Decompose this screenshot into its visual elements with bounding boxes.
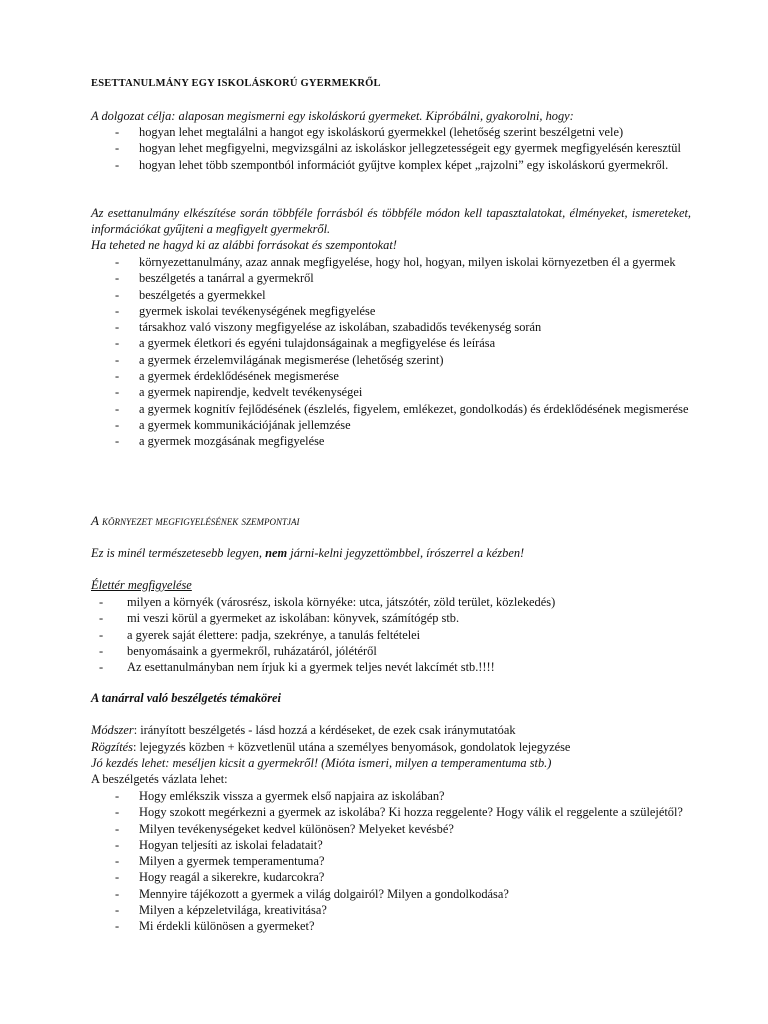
list-item: - a gyermek életkori és egyéni tulajdonságainak a megfigyelése és leírása [115, 336, 496, 351]
record-line [91, 739, 570, 755]
section-heading-environment [91, 513, 299, 529]
method-label: Módszer [91, 723, 134, 737]
list-item: - beszélgetés a gyermekkel [115, 287, 266, 302]
environment-note [91, 545, 524, 561]
living-space-list [91, 594, 691, 675]
outline-lead: A beszélgetés vázlata lehet: [91, 772, 228, 786]
sources-list [91, 254, 691, 450]
intro-paragraph: Az esettanulmány elkészítése során többféle forrásból és többféle módon kell tapasztalatokat, élményeket, ismereteket, információkat gyűjteni a megfigyelt gyermekről. [91, 206, 691, 237]
list-item: - Milyen tevékenységeket kedvel különösen? Melyeket kevésbé? [115, 821, 454, 836]
list-item: - a gyerek saját élettere: padja, szekrénye, a tanulás feltételei [99, 627, 421, 642]
list-item: - a gyermek érzelemvilágának megismerése (lehetőség szerint) [115, 352, 444, 367]
note-text: Ez is minél természetesebb legyen, [91, 546, 263, 560]
list-item: - Hogy reagál a sikerekre, kudarcokra? [115, 870, 325, 885]
intro-goals-list [91, 124, 691, 173]
list-item: - milyen a környék (városrész, iskola környéke: utca, játszótér, zöld terület, közlekedés) [99, 595, 556, 609]
list-item: - társakhoz való viszony megfigyelése az iskolában, szabadidős tevékenység során [115, 320, 542, 335]
list-item: - a gyermek napirendje, kedvelt tevékenységei [115, 385, 363, 400]
intro-lead: A dolgozat célja: alaposan megismerni egy iskoláskorú gyermeket. Kipróbálni, gyakorolni, hogy: [91, 109, 574, 123]
record-label: Rögzítés [91, 740, 133, 754]
note-emphasis: nem [265, 546, 288, 560]
list-item: - hogyan lehet több szempontból információt gyűjtve komplex képet „rajzolni” egy iskoláskorú gyermekről. [115, 157, 669, 172]
list-item: - hogyan lehet megtalálni a hangot egy iskoláskorú gyermekkel (lehetőség szerint beszélgetni vele) [115, 125, 624, 139]
document-title: ESETTANULMÁNY EGY ISKOLÁSKORÚ GYERMEKRŐL [91, 78, 381, 89]
section-heading-teacher: A tanárral való beszélgetés témakörei [91, 691, 281, 705]
list-item: - benyomásaink a gyermekről, ruházatáról, jólétéről [99, 643, 377, 658]
list-item: - Hogy emlékszik vissza a gyermek első napjaira az iskolában? [115, 789, 445, 803]
list-item: - gyermek iskolai tevékenységének megfigyelése [115, 303, 376, 318]
list-item: - Mi érdekli különösen a gyermeket? [115, 919, 315, 934]
section-heading-text: A környezet megfigyelésének szempontjai [91, 513, 300, 528]
list-item: - a gyermek érdeklődésének megismerése [115, 369, 339, 384]
note-text: járni-kelni jegyzettömbbel, írószerrel a kézben! [290, 546, 525, 560]
good-start-line: Jó kezdés lehet: meséljen kicsit a gyermekről! (Mióta ismeri, milyen a temperamentuma stb.) [91, 756, 552, 770]
list-item: - Milyen a gyermek temperamentuma? [115, 854, 325, 869]
list-item: - mi veszi körül a gyermeket az iskolában: könyvek, számítógép stb. [99, 611, 460, 626]
list-item: - Milyen a képzeletvilága, kreativitása? [115, 903, 327, 918]
method-text: : irányított beszélgetés - lásd hozzá a kérdéseket, de ezek csak iránymutatóak [133, 723, 516, 737]
list-item: - Mennyire tájékozott a gyermek a világ dolgairól? Milyen a gondolkodása? [115, 886, 509, 901]
list-item: - a gyermek kognitív fejlődésének (észlelés, figyelem, emlékezet, gondolkodás) és érdeklődésének megismerése [115, 401, 689, 416]
list-item: - környezettanulmány, azaz annak megfigyelése, hogy hol, hogyan, milyen iskolai környezetben él a gyermek [115, 255, 676, 269]
record-text: : lejegyzés közben + közvetlenül utána a személyes benyomások, gondolatok lejegyzése [133, 740, 571, 754]
list-item: - Hogyan teljesíti az iskolai feladatait? [115, 837, 323, 852]
questions-list [91, 788, 691, 935]
list-item: - beszélgetés a tanárral a gyermekről [115, 271, 314, 286]
list-item: - a gyermek mozgásának megfigyelése [115, 434, 325, 449]
list-item: - Az esettanulmányban nem írjuk ki a gyermek teljes nevét lakcímét stb.!!!! [99, 660, 495, 675]
list-item: - Hogy szokott megérkezni a gyermek az iskolába? Ki hozza reggelente? Hogy válik el reggelente a szülejétől? [115, 805, 683, 820]
list-item: - a gyermek kommunikációjának jellemzése [115, 417, 351, 432]
method-line [91, 722, 516, 738]
intro-instruction: Ha teheted ne hagyd ki az alábbi forrásokat és szempontokat! [91, 238, 397, 252]
list-item: - hogyan lehet megfigyelni, megvizsgálni az iskoláskor jellegzetességeit egy gyermek megfigyelésén keresztül [115, 141, 681, 156]
subheading-living-space: Élettér megfigyelése [91, 578, 192, 592]
